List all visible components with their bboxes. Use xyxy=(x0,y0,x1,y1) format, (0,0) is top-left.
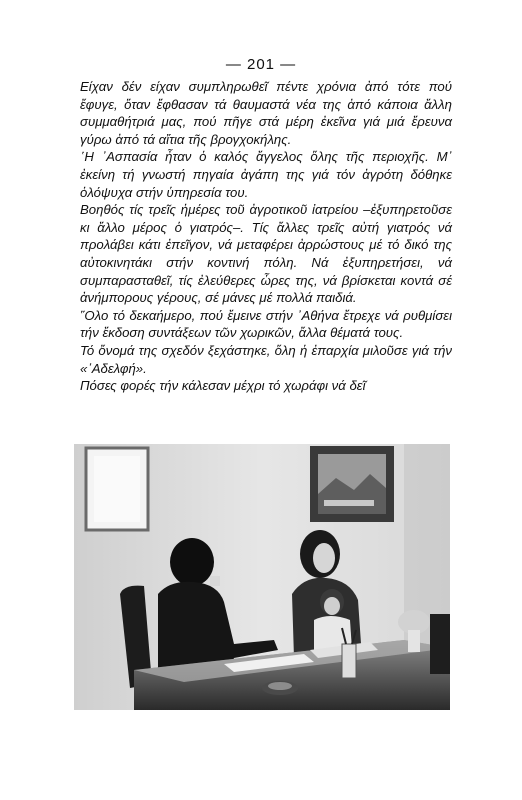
child-face xyxy=(324,597,340,615)
paragraph: Βοηθός τίς τρεῖς ἡμέρες τοῦ ἀγροτικοῦ ἰατρείου –ἐξυπηρετοῦσε κι ἄλλο μέρος ὁ γιατρός–. Τίς ἄλλες τρεῖς αὐτή γιατρός νά προλάβει κάτι ἐπεῖγον, νά μεταφέρει ἀρρώστους μέ τό δικό της αὐτοκινητάκι στήν κοντινή πόλη. Νά ἐξυπηρετήσει, νά συμπαρασταθεῖ, τίς ἐλεύθερες ὧρες της, νά βρίσκεται κοντά σέ ἀνήμπορους γέρους, σέ μάνες μέ πολλά παιδιά. xyxy=(80,202,452,306)
paragraph: ῾Η ᾿Ασπασία ἦταν ὁ καλός ἄγγελος ὅλης τῆς περιοχῆς. Μ᾿ ἐκείνη τή γνωστή πηγαία ἀγάπη της γιά τόν ἀγρότη δόθηκε ὁλόψυχα στήν ὑπηρεσία του. xyxy=(80,149,452,200)
photo-illustration xyxy=(74,444,450,710)
page-number: — 201 — xyxy=(225,56,297,73)
painting-houses xyxy=(324,500,374,506)
ashtray-inner xyxy=(268,682,292,690)
paragraph: Είχαν δέν είχαν συμπληρωθεῖ πέντε χρόνια ἀπό τότε πού ἔφυγε, ὅταν ἔφθασαν τά θαυμαστά νέα της ἀπό κάποια ἄλλη συμμαθήτριά μας, πού πῆγε στά μέρη ἐκεῖνα γιά μιά ἔρευνα γύρω ἀπό τά αἴτια τῆς βρογχοκήλης. xyxy=(80,79,452,147)
vase xyxy=(408,630,420,652)
mother-face xyxy=(313,543,335,573)
right-edge-object xyxy=(430,614,450,674)
paragraph: Πόσες φορές τήν κάλεσαν μέχρι τό χωράφι νά δεῖ xyxy=(80,378,366,394)
pen-holder xyxy=(342,644,356,678)
paragraph: Τό ὄνομά της σχεδόν ξεχάστηκε, ὅλη ἡ ἐπαρχία μιλοῦσε γιά τήν «᾿Αδελφή». xyxy=(80,342,452,376)
woman-hair xyxy=(170,538,214,586)
woman-collar xyxy=(210,576,220,586)
left-frame-inner xyxy=(94,456,140,522)
office-photograph xyxy=(74,444,450,710)
body-text xyxy=(80,78,452,395)
paragraph: ῞Ολο τό δεκαήμερο, πού ἔμεινε στήν ᾿Αθήνα ἔτρεχε νά ρυθμίσει τήν ἔκδοση συντάξεων τῶν χωρικῶν, ἄλλα θέματά τους. xyxy=(80,307,452,341)
